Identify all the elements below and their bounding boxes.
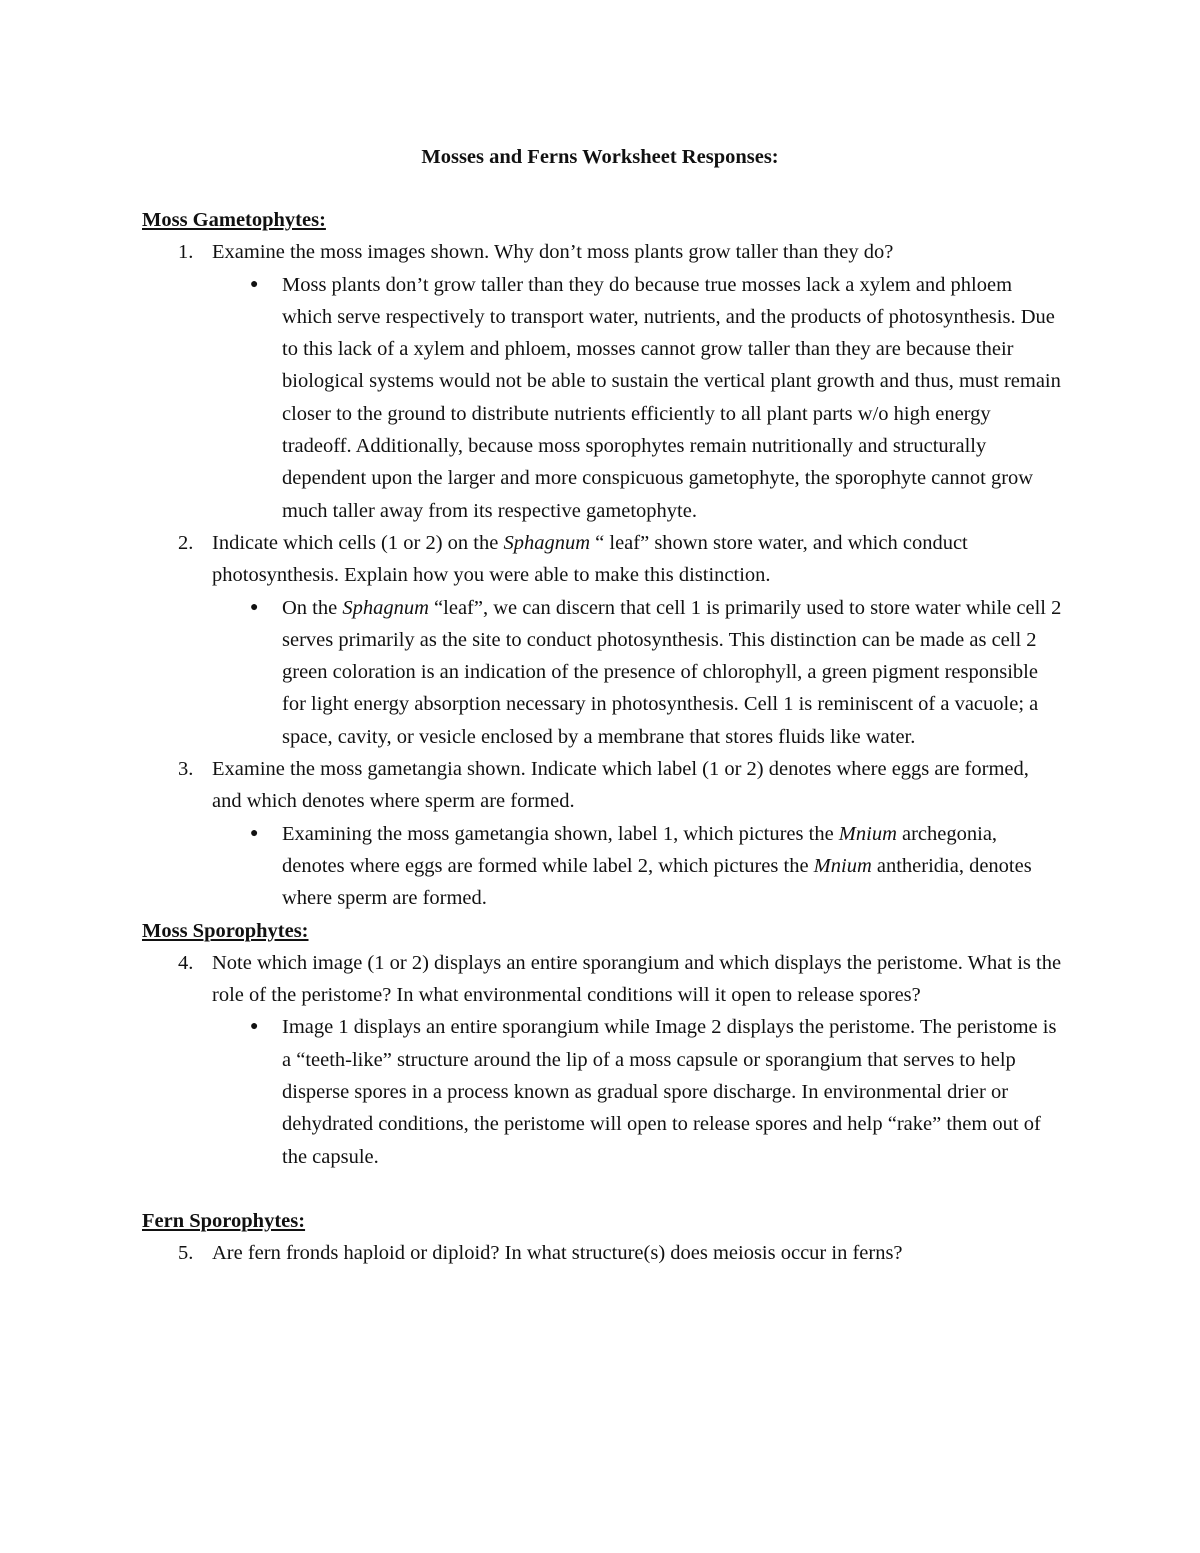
question-4 [142,947,1062,1012]
question-text: Note which image (1 or 2) displays an entire sporangium and which displays the peristome. What is the role of the peristome? In what environmental conditions will it open to release spores? [212,951,1062,1007]
bullet-icon: ● [250,1019,259,1035]
question-number: 1. [178,241,194,264]
answer-text-post: antheridia, denotes where sperm are formed. [282,854,1032,910]
question-text-pre: Indicate which cells (1 or 2) on the [212,531,504,554]
question-1 [142,236,1062,268]
question-number: 5. [178,1242,194,1265]
answer-text-pre: On the [282,596,343,619]
answer-text: Moss plants don’t grow taller than they do because true mosses lack a xylem and phloem which serve respectively to transport water, nutrients, and the products of photosynthesis. Due to this lack of a xylem and phloem, mosses cannot grow taller than they are because their biological systems would not be able to sustain the vertical plant growth and thus, must remain closer to the ground to distribute nutrients efficiently to all plant parts w/o high energy tradeoff. Additionally, because moss sporophytes remain nutritionally and structurally dependent upon the larger and more conspicuous gametophyte, the sporophyte cannot grow much taller away from its respective gametophyte. [282,273,1061,522]
question-text: Examine the moss images shown. Why don’t moss plants grow taller than they do? [212,241,894,264]
species-name: Mnium [813,854,872,877]
question-number: 4. [178,951,194,974]
answer-text-mid: archegonia, denotes where eggs are formed while label 2, which pictures the [282,822,998,877]
bullet-icon: ● [250,276,259,292]
section-heading-fern-sporophytes: Fern Sporophytes: [142,1209,306,1232]
species-name: Mnium [838,822,897,845]
section-heading-moss-sporophytes: Moss Sporophytes: [142,919,309,942]
answer-text: Image 1 displays an entire sporangium while Image 2 displays the peristome. The peristome is a “teeth-like” structure around the lip of a moss capsule or sporangium that serves to help disperse spores in a process known as gradual spore discharge. In environmental drier or dehydrated conditions, the peristome will open to release spores and help “rake” them out of the capsule. [282,1016,1057,1168]
question-text-post: “ leaf” shown store water, and which conduct photosynthesis. Explain how you were able to make this distinction. [212,531,968,587]
bullet-icon: ● [250,599,259,615]
answer-text-pre: Examining the moss gametangia shown, label 1, which pictures the [282,822,839,845]
question-number: 2. [178,531,194,554]
question-2 [142,527,1062,592]
question-number: 3. [178,758,194,781]
answer-text-post: “leaf”, we can discern that cell 1 is primarily used to store water while cell 2 serves primarily as the site to conduct photosynthesis. This distinction can be made as cell 2 green coloration is an indication of the presence of chlorophyll, a green pigment responsible for light energy absorption necessary in photosynthesis. Cell 1 is reminiscent of a vacuole; a space, cavity, or vesicle enclosed by a membrane that stores fluids like water. [282,596,1062,748]
question-text: Are fern fronds haploid or diploid? In what structure(s) does meiosis occur in ferns? [212,1242,903,1265]
question-text: Examine the moss gametangia shown. Indicate which label (1 or 2) denotes where eggs are formed, and which denotes where sperm are formed. [212,758,1029,813]
species-name: Sphagnum [503,531,591,554]
document-body [142,204,1062,1270]
document-title: Mosses and Ferns Worksheet Responses: [421,146,779,168]
species-name: Sphagnum [342,596,429,619]
answer-1 [142,269,1062,527]
answer-4 [142,1011,1062,1172]
answer-2 [142,592,1062,753]
bullet-icon: ● [250,825,259,841]
question-5 [142,1237,1062,1269]
section-spacer [142,1173,1062,1205]
answer-3 [142,818,1062,915]
question-3 [142,753,1062,818]
section-heading-moss-gametophytes: Moss Gametophytes: [142,209,326,231]
